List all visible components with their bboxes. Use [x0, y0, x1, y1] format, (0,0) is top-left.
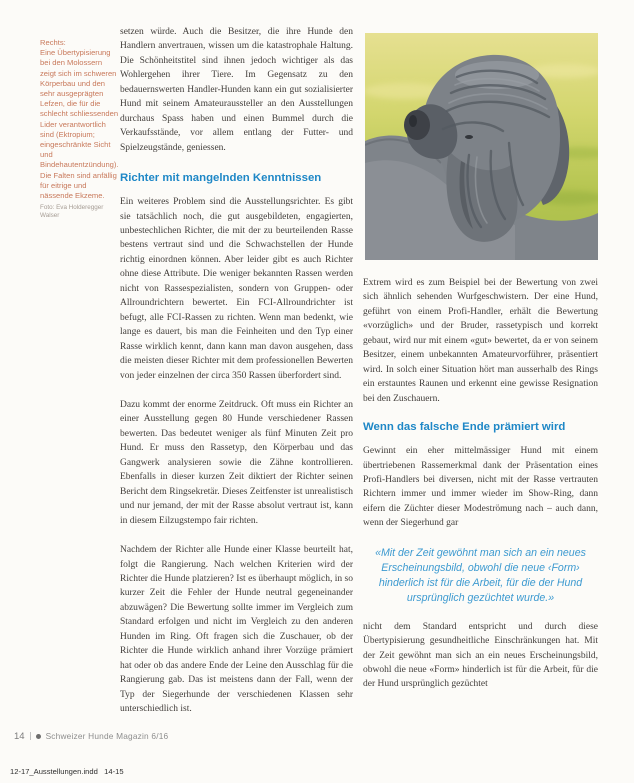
caption-text: Eine Übertypisierung bei den Molossern zeigt sich im schweren Körperbau und den sehr ausgeprägten Lefzen, die für die schlecht schliessenden Lider verantwortlich sind (Ektropium; eingeschränkte Sicht und Bindehautentzündung). Die Falten sind anfällig für eitrige und nässende Ekzeme. — [40, 48, 119, 201]
section-heading-judges: Richter mit mangelnden Kenntnissen — [120, 172, 322, 185]
photo-credit: Foto: Eva Holderegger Walser — [40, 204, 104, 220]
paragraph-ranking: Nachdem der Richter alle Hunde einer Klasse beurteilt hat, folgt die Rangierung. Nach welchen Kriterien wird der Richter die Hunde platzieren? Ist es überhaupt möglich, in so kurzer Zeit die Fehler der Hunde neutral gegeneinander abzuwägen? Die Bewertung sollte immer im Vergleich zum Standard erfolgen und nicht im Vergleich zu den anderen Hunden im Ring. Oft fragen sich die Zuschauer, ob der Richter die Hunde wirklich anhand ihrer Vorzüge prämiert hat oder ob das andere Ende der Leine den Ausschlag für die Rangierung gab. Das ist meistens dann der Fall, wenn der Typ der Siegerhunde der verschiedenen Klassen sehr unterschiedlich ist. — [120, 545, 353, 715]
margin-caption — [40, 38, 120, 220]
page-footer — [14, 730, 168, 742]
caption-label: Rechts: — [40, 38, 66, 47]
magazine-logo-icon — [36, 734, 41, 739]
slug-line: 12-17_Ausstellungen.indd 14-15 — [10, 767, 124, 776]
paragraph-extreme: Extrem wird es zum Beispiel bei der Bewertung von zwei sich ähnlich sehenden Wurfgeschwistern. Der eine Hund, geführt von einem Profi-Handler, erhält die Bewertung «vorzüglich» und der Bruder, rassetypisch und korrekt gebaut, wird nur mit einem «gut» bewertet, da er von seinem Besitzer, einem unbekannten Amateurvorführer, präsentiert wird. In solch einer Situation hört man ausserhalb des Rings ein erstauntes Raunen und erkennt eine gewisse Resignation bei den Zuschauern. — [363, 278, 598, 404]
neapolitan-mastiff-photo-illustration — [365, 33, 598, 260]
magazine-name: Schweizer Hunde Magazin 6/16 — [45, 731, 169, 741]
article-column-left — [120, 25, 353, 731]
dog-photo — [365, 33, 598, 260]
pull-quote: «Mit der Zeit gewöhnt man sich an ein neues Erscheinungsbild, obwohl die neue ‹Form› hinderlich ist für die Arbeit, für die der Hund ursprünglich gezüchtet wurde.» — [375, 546, 586, 605]
footer-divider — [30, 732, 31, 740]
paragraph-wins: Gewinnt ein eher mittelmässiger Hund mit einem übertriebenen Rassemerkmal dank der Präsentation eines Profi-Handlers bei diversen, nicht mit der Rasse vertrauten Richtern immer und immer wieder im Show-Ring, dann eifern die Züchter dieser Modeströmung nach – auch dann, wenn der Siegerhund gar — [363, 446, 598, 529]
section-heading-wrong-end: Wenn das falsche Ende prämiert wird — [363, 421, 566, 434]
paragraph-standard: nicht dem Standard entspricht und durch diese Übertypisierung gesundheitliche Einschränkungen hat. Mit der Zeit gewöhnt man sich an ein neues Erscheinungsbild, obwohl die neue «Form» hinderlich ist für die Arbeit, für die der Hund ursprünglich gezüchtet — [363, 621, 598, 690]
page-number: 14 — [14, 730, 25, 742]
article-column-right — [363, 0, 598, 707]
paragraph-intro: setzen würde. Auch die Besitzer, die ihre Hunde den Handlern anvertrauen, wissen um die katastrophale Haltung. Die Schönheitstitel sind ihnen jedoch wichtiger als das Wohlergehen ihrer Tiere. Im Gegensatz zu den bedauernswerten Handler-Hunden kann ein gut sozialisierter Hund mit seinem Amateuraussteller an den Ausstellungen durchaus Spass haben und einen Bummel durch die Verkaufsstände, vor allem entlang der Futter- und Spielzeugstände, geniessen. — [120, 27, 353, 153]
paragraph-judges: Ein weiteres Problem sind die Ausstellungsrichter. Es gibt sie tatsächlich noch, die gut ausgebildeten, engagierten, unbestechlichen Richter, die mit der zu beurteilenden Rasse bestens vertraut sind und die Schwachstellen der Hunde richtig einordnen können. Aber leider gibt es auch Richter ohne diese Attribute. Die weniger bekannten Rassen werden nicht von Rassespezialisten, sondern von Gruppen- oder Allroundrichtern bewertet. Ein FCI-Allroundrichter ist befugt, alle FCI-Rassen zu richten. Wenn man bedenkt, wie lange es dauert, bis man die Feinheiten und den Typ einer Rasse wirklich kennt, dann kann man davon ausgehen, dass die meisten dieser Richter mit dem professionellen Bewerten von jeder einzelnen der circa 350 Rassen überfordert sind. — [120, 197, 353, 381]
paragraph-time-pressure: Dazu kommt der enorme Zeitdruck. Oft muss ein Richter an einer Ausstellung gegen 80 Hunde verschiedener Rassen bewerten. Das bedeutet weniger als fünf Minuten Zeit pro Hund. Er muss den Rassetyp, den Körperbau und das Gangwerk analysieren sowie die Zähne kontrollieren. Ebenfalls in dieser kurzen Zeit diktiert der Richter seinen Bericht dem Ringsekretär. Dieses Zeitfenster ist unrealistisch und nur jemand, der mit der Rasse absolut vertraut ist, kann in diesem Eilzugstempo fair richten. — [120, 399, 353, 526]
